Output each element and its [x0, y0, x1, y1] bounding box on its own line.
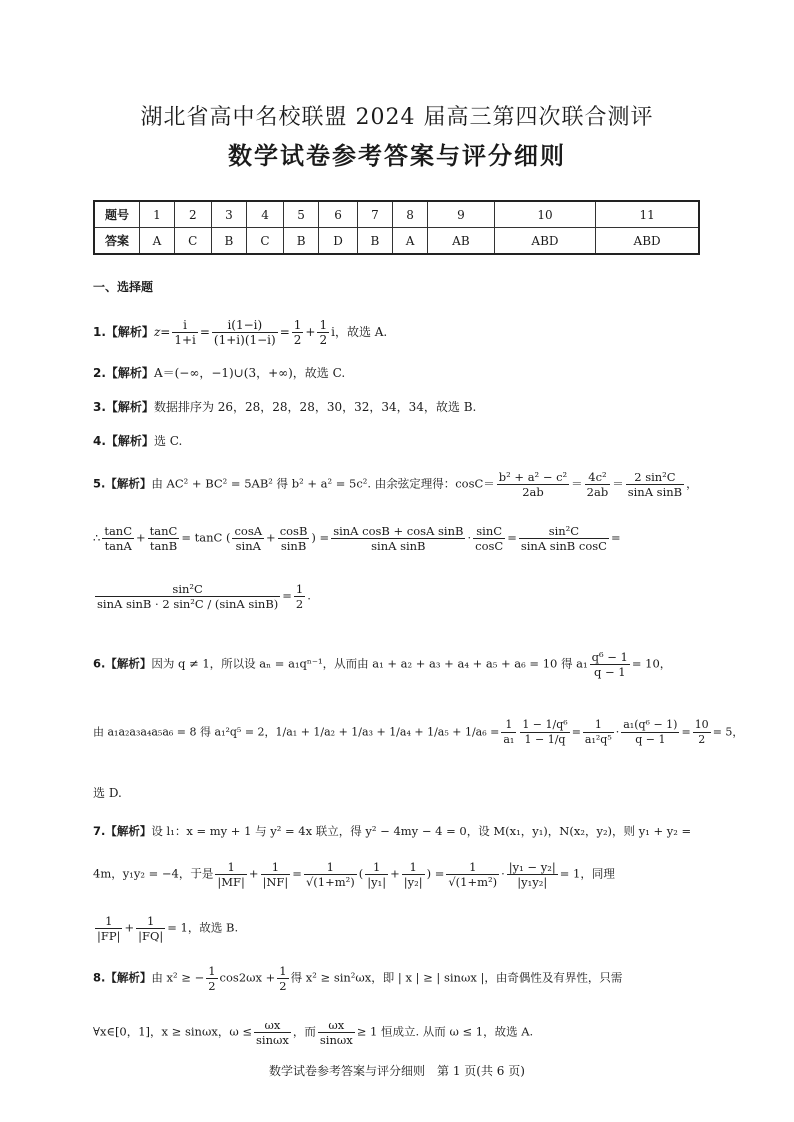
question-5-line-1: 5.【解析】由 AC² + BC² = 5AB² 得 b² + a² = 5c². 由余弦定理得：cosC＝ $\frac{\text{b² + a² − c²}}{2ab}$ ＝ $\frac{\text{4c²}}{2ab}$ ＝ $\frac{\text{2 sin²C}}{\text{sinA sinB}}$ ， [93, 470, 698, 499]
question-7-line-3: $\frac{1}{|FP|}$ + $\frac{1}{|FQ|}$ = 1，故选 B. [97, 914, 239, 943]
fraction: $\frac{\text{|y₁ − y₂|}}{\text{|y₁y₂|}}$ [508, 860, 556, 889]
analysis-tag: 【解析】 [105, 400, 154, 414]
row-label-answer: 答案 [94, 228, 140, 255]
analysis-tag: 【解析】 [105, 656, 152, 671]
fraction: $\frac{\text{1 − 1/q⁶}}{1 - 1/q}$ [522, 718, 568, 746]
fraction: $\frac{1}{\text{a₁²q⁵}}$ [584, 718, 612, 746]
table-cell: 3 [211, 201, 246, 228]
fraction: $\frac{1}{\text{a₁}}$ [503, 718, 515, 746]
fraction: $\frac{\tan C}{\tan A}$ [104, 524, 133, 553]
fraction: $\frac{1}{2}$ [293, 318, 302, 347]
question-3 [93, 398, 713, 416]
fraction: $\frac{1}{2}$ [279, 964, 287, 993]
table-row-numbers [94, 201, 699, 228]
fraction: $\frac{i}{1+i}$ [174, 318, 196, 347]
fraction: $\frac{1}{|MF|}$ [217, 860, 245, 889]
table-cell: A [140, 228, 175, 255]
fraction: $\frac{\omega x}{\sin\omega x}$ [319, 1018, 353, 1047]
fraction: $\frac{\cos A}{\sin A}$ [234, 524, 263, 553]
fraction: $\frac{1}{\text{|y₁|}}$ [367, 860, 387, 889]
table-cell: 9 [428, 201, 495, 228]
question-number: 8. [93, 970, 106, 985]
fraction: $\frac{\text{a₁(q⁶ − 1)}}{q - 1}$ [623, 718, 678, 746]
fraction: $\frac{\omega x}{\sin\omega x}$ [256, 1018, 289, 1047]
table-cell: B [283, 228, 318, 255]
fraction: $\frac{1}{2}$ [208, 964, 216, 993]
analysis-tag: 【解析】 [105, 476, 152, 491]
fraction: $\frac{\text{b² + a² − c²}}{2ab}$ [498, 470, 568, 499]
question-number: 5. [93, 476, 106, 491]
table-cell: AB [428, 228, 495, 255]
table-cell: 2 [174, 201, 211, 228]
question-number: 2. [93, 366, 106, 380]
math-text: i，故选 A. [331, 325, 388, 339]
table-row-answers [94, 228, 699, 255]
fraction: $\frac{1}{|FQ|}$ [138, 914, 164, 943]
table-cell: 7 [357, 201, 392, 228]
table-cell: A [393, 228, 428, 255]
table-cell: ABD [596, 228, 699, 255]
table-cell: ABD [494, 228, 595, 255]
answer-text: 选 C. [153, 434, 183, 448]
answer-text: A＝(−∞，−1)∪(3，+∞)，故选 C. [153, 366, 346, 380]
section-heading: 一、选择题 [93, 280, 154, 294]
fraction: $\frac{\text{q⁶ − 1}}{q - 1}$ [591, 650, 628, 679]
fraction: $\frac{i(1-i)}{(1+i)(1-i)}$ [213, 318, 276, 347]
table-cell: D [319, 228, 357, 255]
fraction: $\frac{\cos B}{\sin B}$ [279, 524, 308, 553]
fraction: $\frac{\text{4c²}}{2ab}$ [586, 470, 609, 499]
question-8-line-2: ∀x∈[0，1]，x ≥ sinωx，ω ≤ $\frac{\omega x}{\sin\omega x}$ ，而 $\frac{\omega x}{\sin\omega x}$ ≥ 1 恒成立. 从而 ω ≤ 1，故选 A. [93, 1018, 534, 1047]
analysis-tag: 【解析】 [105, 824, 152, 838]
fraction: $\frac{\tan C}{\tan B}$ [149, 524, 178, 553]
question-2 [93, 364, 713, 382]
question-1: 1.【解析】z= $\frac{i}{1+i}$ = $\frac{i(1-i)}{(1+i)(1-i)}$ = $\frac{1}{2}$ + $\frac{1}{2}$ i，故选 A. [93, 318, 388, 347]
analysis-tag: 【解析】 [105, 366, 154, 380]
question-6-line-2: 由 a₁a₂a₃a₄a₅a₆ = 8 得 a₁²q⁵ = 2，1/a₁ + 1/a₂ + 1/a₃ + 1/a₄ + 1/a₅ + 1/a₆ = $\frac{1}{\text{a₁}}$ $\frac{\text{1 − 1/q⁶}}{1 - 1/q}$ = $\frac{1}{\text{a₁²q⁵}}$ · $\frac{\text{a₁(q⁶ − 1)}}{q - 1}$ = $\frac{10}{2}$ = 5， [93, 718, 744, 746]
question-number: 1. [93, 325, 106, 339]
question-8-line-1: 8.【解析】由 x² ≥ − $\frac{1}{2}$ cos2ωx + $\frac{1}{2}$ 得 x² ≥ sin²ωx，即 | x | ≥ | sinωx |，由奇偶性及有界性，只需 [93, 964, 623, 993]
fraction: $\frac{1}{|FP|}$ [97, 914, 121, 943]
fraction: $\frac{\text{sinA cosB + cosA sinB}}{\text{sinA sinB}}$ [333, 524, 464, 553]
page-title: 湖北省高中名校联盟 2024 届高三第四次联合测评 [140, 105, 654, 130]
question-5-line-2: ∴ $\frac{\tan C}{\tan A}$ + $\frac{\tan C}{\tan B}$ = tanC ( $\frac{\cos A}{\sin A}$ + $\frac{\cos B}{\sin B}$ ) = $\frac{\text{sinA cosB + cosA sinB}}{\text{sinA sinB}}$ · $\frac{\sin C}{\cos C}$ = $\frac{\text{sin²C}}{\text{sinA sinB cosC}}$ = [93, 524, 621, 553]
table-cell: 8 [393, 201, 428, 228]
row-label-number: 题号 [94, 201, 140, 228]
table-cell: B [211, 228, 246, 255]
question-7-line-2: 4m，y₁y₂ = −4，于是 $\frac{1}{|MF|}$ + $\frac{1}{|NF|}$ = $\frac{1}{\text{√(1+m²)}}$ ( $\frac{1}{\text{|y₁|}}$ + $\frac{1}{\text{|y₂|}}$ ) = $\frac{1}{\text{√(1+m²)}}$ · $\frac{\text{|y₁ − y₂|}}{\text{|y₁y₂|}}$ = 1，同理 [93, 860, 615, 889]
fraction: $\frac{\text{sin²C}}{\text{sinA sinB · 2 sin²C / (sinA sinB)}}$ [97, 582, 279, 611]
question-6-line-1: 6.【解析】因为 q ≠ 1，所以设 aₙ = a₁qⁿ⁻¹，从而由 a₁ + a₂ + a₃ + a₄ + a₅ + a₆ = 10 得 a₁ $\frac{\text{q⁶ − 1}}{q - 1}$ = 10， [93, 650, 672, 679]
question-number: 4. [93, 434, 106, 448]
fraction: $\frac{1}{\text{√(1+m²)}}$ [448, 860, 498, 889]
fraction: $\frac{10}{2}$ [694, 718, 709, 746]
table-cell: C [247, 228, 284, 255]
table-cell: C [174, 228, 211, 255]
fraction: $\frac{1}{|NF|}$ [262, 860, 289, 889]
page-footer: 数学试卷参考答案与评分细则 第 1 页(共 6 页) [269, 1064, 525, 1078]
question-number: 7. [93, 824, 106, 838]
question-7-line-1: 7.【解析】设 l₁：x = my + 1 与 y² = 4x 联立，得 y² − 4my − 4 = 0，设 M(x₁，y₁)，N(x₂，y₂)，则 y₁ + y₂ = [93, 824, 692, 838]
table-cell: 4 [247, 201, 284, 228]
table-cell: 10 [494, 201, 595, 228]
analysis-tag: 【解析】 [105, 325, 154, 339]
fraction: $\frac{\text{2 sin²C}}{\text{sinA sinB}}$ [627, 470, 683, 499]
question-5-line-3: $\frac{\text{sin²C}}{\text{sinA sinB · 2 sin²C / (sinA sinB)}}$ = $\frac{1}{2}$ . [97, 582, 311, 611]
question-6-line-3: 选 D. [93, 786, 122, 800]
table-cell: 11 [596, 201, 699, 228]
analysis-tag: 【解析】 [105, 434, 154, 448]
fraction: $\frac{1}{\text{√(1+m²)}}$ [305, 860, 355, 889]
table-cell: B [357, 228, 392, 255]
analysis-tag: 【解析】 [105, 970, 152, 985]
question-4 [93, 432, 713, 450]
fraction: $\frac{1}{2}$ [295, 582, 304, 611]
math-text: z= [153, 325, 171, 339]
question-number: 3. [93, 400, 106, 414]
question-number: 6. [93, 656, 106, 671]
table-cell: 1 [140, 201, 175, 228]
answer-table [93, 200, 700, 255]
fraction: $\frac{\text{sin²C}}{\text{sinA sinB cosC}}$ [520, 524, 607, 553]
page-subtitle: 数学试卷参考答案与评分细则 [228, 142, 566, 170]
fraction: $\frac{1}{\text{|y₂|}}$ [403, 860, 423, 889]
fraction: $\frac{\sin C}{\cos C}$ [475, 524, 504, 553]
answer-text: 数据排序为 26，28，28，28，30，32，34，34，故选 B. [153, 400, 477, 414]
fraction: $\frac{1}{2}$ [319, 318, 328, 347]
table-cell: 5 [283, 201, 318, 228]
table-cell: 6 [319, 201, 357, 228]
